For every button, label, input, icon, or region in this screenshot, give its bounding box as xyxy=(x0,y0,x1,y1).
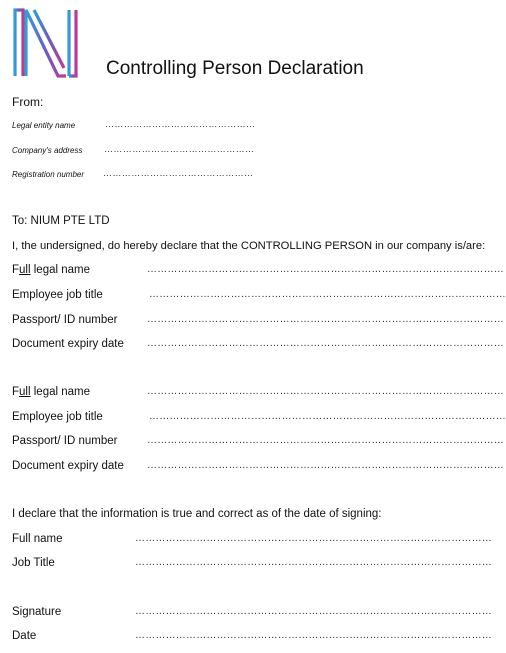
signer-job-title-label: Job Title xyxy=(12,557,55,569)
employee-job-title-field-1[interactable]: …………………………………………………………………………………………… xyxy=(149,289,506,300)
employee-job-title-field-2[interactable]: …………………………………………………………………………………………… xyxy=(149,411,506,422)
company-address-label: Company's address xyxy=(12,146,83,155)
employee-job-title-label-1: Employee job title xyxy=(12,289,103,301)
signer-full-name-label: Full name xyxy=(12,533,63,545)
date-field[interactable]: …………………………………………………………………………………………… xyxy=(135,630,492,641)
registration-number-field[interactable]: ………………………………………… xyxy=(103,168,254,178)
document-expiry-date-field-2[interactable]: …………………………………………………………………………………………… xyxy=(147,460,504,471)
company-address-field[interactable]: ………………………………………… xyxy=(104,144,255,154)
registration-number-label: Registration number xyxy=(12,170,85,179)
legal-entity-name-label: Legal entity name xyxy=(12,121,76,130)
signer-job-title-field[interactable]: …………………………………………………………………………………………… xyxy=(135,557,492,568)
signature-label: Signature xyxy=(12,606,62,618)
full-legal-name-field-1[interactable]: …………………………………………………………………………………………… xyxy=(147,264,504,275)
from-label: From: xyxy=(12,95,44,109)
passport-id-number-label-1: Passport/ ID number xyxy=(12,314,118,326)
document-expiry-date-label-2: Document expiry date xyxy=(12,460,124,472)
passport-id-number-field-2[interactable]: …………………………………………………………………………………………… xyxy=(147,435,504,446)
true-statement: I declare that the information is true and correct as of the date of signing: xyxy=(12,508,382,520)
document-expiry-date-label-1: Document expiry date xyxy=(12,338,124,350)
document-expiry-date-field-1[interactable]: …………………………………………………………………………………………… xyxy=(147,338,504,349)
signer-full-name-field[interactable]: …………………………………………………………………………………………… xyxy=(135,533,492,544)
signature-field[interactable]: …………………………………………………………………………………………… xyxy=(135,606,492,617)
nium-logo-icon xyxy=(12,8,80,78)
to-line: To: NIUM PTE LTD xyxy=(12,215,110,227)
full-legal-name-label-2: Full legal name xyxy=(12,386,91,398)
passport-id-number-label-2: Passport/ ID number xyxy=(12,435,118,447)
full-legal-name-field-2[interactable]: …………………………………………………………………………………………… xyxy=(147,386,504,397)
full-legal-name-label-1: Full legal name xyxy=(12,264,91,276)
passport-id-number-field-1[interactable]: …………………………………………………………………………………………… xyxy=(147,314,504,325)
declaration-intro: I, the undersigned, do hereby declare that the CONTROLLING PERSON in our company is/are: xyxy=(12,240,486,252)
date-label: Date xyxy=(12,630,37,642)
legal-entity-name-field[interactable]: ………………………………………… xyxy=(105,119,256,129)
page-title: Controlling Person Declaration xyxy=(106,58,364,79)
employee-job-title-label-2: Employee job title xyxy=(12,411,103,423)
